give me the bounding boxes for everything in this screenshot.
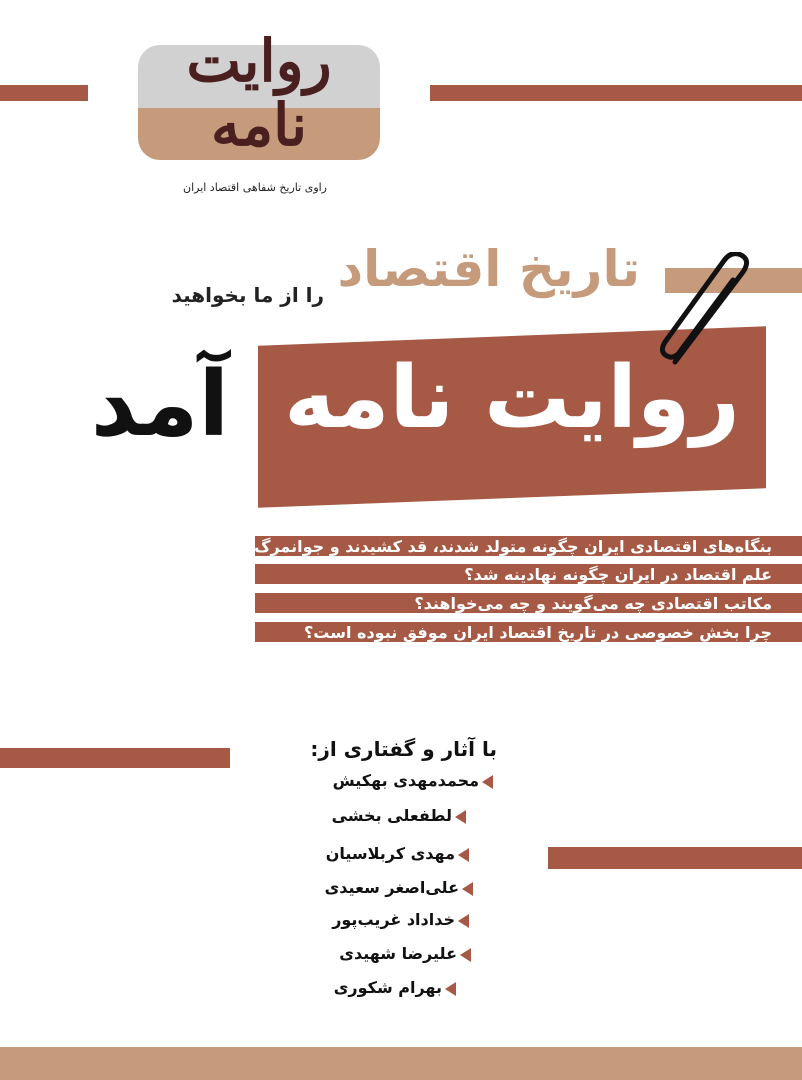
author-name: محمدمهدی بهکیش — [332, 771, 479, 790]
arrow-bullet-icon — [458, 848, 469, 862]
top-right-bar — [430, 85, 802, 101]
headline-ra: را از ما بخواهید — [171, 283, 324, 307]
author-name: خداداد غریب‌پور — [332, 910, 455, 929]
arrow-bullet-icon — [455, 810, 466, 824]
question-text: مکاتب اقتصادی چه می‌گویند و چه می‌خواهند؟ — [414, 594, 772, 613]
mid-left-bar — [0, 748, 230, 768]
question-row — [255, 564, 802, 584]
tagline: راوی تاریخ شفاهی اقتصاد ایران — [182, 181, 327, 194]
question-text: بنگاه‌های اقتصادی ایران چگونه متولد شدند، قد کشیدند و جوانمرگ شدند؟ — [199, 537, 772, 556]
headline-tarikh: تاریخ اقتصاد — [337, 240, 640, 298]
headline-revayat: روایت نامه — [284, 348, 740, 448]
question-text: علم اقتصاد در ایران چگونه نهادینه شد؟ — [464, 565, 772, 584]
paperclip-icon — [655, 252, 765, 372]
arrow-bullet-icon — [460, 948, 471, 962]
question-row — [255, 622, 802, 642]
author-name: بهرام شکوری — [333, 978, 442, 997]
author-name: علی‌اصغر سعیدی — [324, 878, 459, 897]
question-text: چرا بخش خصوصی در تاریخ اقتصاد ایران موفق نبوده است؟ — [304, 623, 772, 642]
question-row — [255, 593, 802, 613]
mid-right-bar — [548, 847, 802, 869]
author-name: لطفعلی بخشی — [331, 806, 452, 825]
author-name: مهدی کربلاسیان — [325, 844, 455, 863]
arrow-bullet-icon — [462, 882, 473, 896]
question-row — [199, 536, 802, 556]
author-name: علیرضا شهیدی — [339, 944, 457, 963]
authors-title: با آثار و گفتاری از: — [310, 737, 497, 761]
arrow-bullet-icon — [482, 775, 493, 789]
arrow-bullet-icon — [458, 914, 469, 928]
top-left-bar — [0, 85, 88, 101]
bottom-bar — [0, 1047, 802, 1080]
arrow-bullet-icon — [445, 982, 456, 996]
headline-amad: آمد — [90, 352, 230, 457]
logo-text: روایت نامه — [186, 27, 332, 159]
